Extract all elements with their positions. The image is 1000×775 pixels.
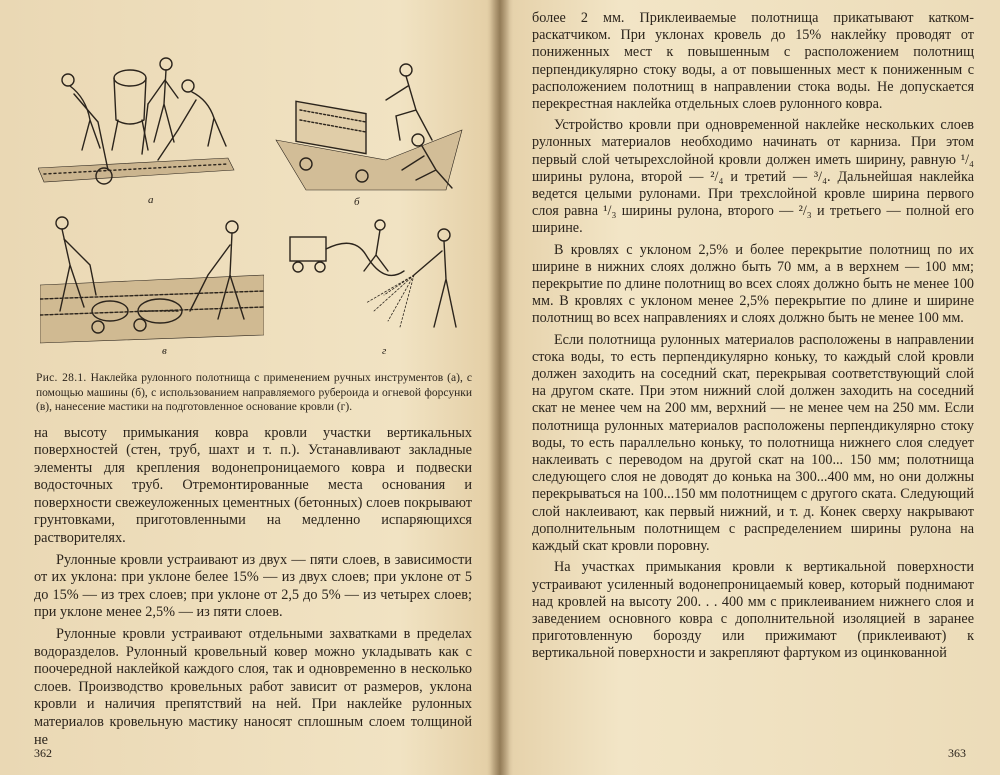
right-page — [500, 0, 1000, 775]
illustration-panel-a — [38, 50, 238, 206]
paragraph: Рулонные кровли устраивают отдельными захватками в пределах водоразделов. Рулонный кровельный ковер можно укладывать как с поочередной наклейкой каждого слоя, так и одновременно в несколько слоев. Производство кровельных работ зависит от размеров, уклона кровли и наличия препятствий на ней. При наклейке рулонных материалов кровельную мастику наносят сплошным слоем толщиной не — [34, 626, 472, 748]
roofing-machine-illustration — [266, 60, 466, 200]
illustration-panel-v — [40, 215, 264, 357]
torch-roofing-illustration — [40, 215, 264, 345]
panel-label-b: б — [354, 196, 360, 208]
paragraph: На участках примыкания кровли к вертикальной поверхности устраивают усиленный водонепроницаемый ковер, который поднимают над кровлей на высоту 200. . . 400 мм с приклеиванием нижнего слоя и заведением основного ковра с дополнительной изоляцией в заранее приготовленную борозду или прижимают (приклеивают) к вертикальной поверхности и закрепляют фартуком из оцинкованной — [532, 559, 974, 662]
paragraph: Рулонные кровли устраивают из двух — пяти слоев, в зависимости от их уклона: при уклоне белее 15% — из двух слоев; при уклоне от 5 до 15% — из трех слоев; при уклоне от 2,5 до 5% — из четырех слоев; при уклоне менее 2,5% — из пяти слоев. — [34, 551, 472, 621]
figure-28-1 — [34, 10, 472, 355]
panel-label-g: г — [382, 345, 387, 357]
mastic-spraying-illustration — [284, 215, 474, 345]
page-number-left: 362 — [34, 746, 52, 760]
panel-label-a: а — [148, 194, 154, 206]
paragraph: Если полотнища рулонных материалов расположены в направлении стока воды, то есть перпендикулярно коньку, то каждый слой кровли должен заходить на соседний скат, перекрывая соответствующий слой на другом скате. При этом нижний слой должен заходить на соседний скат не менее чем на 200 мм, верхний — не менее чем на 250 мм. Если полотнища рулонных материалов расположены перпендикулярно стоку воды, то есть параллельно коньку, то полотнища нижнего слоя следует наклеивать с переводом на другой скат на 100... 150 мм; полотнища следующего слоя не доводят до конька на 300...400 мм, но они должны перекрываться на 100...150 мм полотнищем с другого ската. Следующий слой наклеивают, как первый нижний, и т. д. Конек сверху накрывают дополнительным полотнищем с распределением ширины рулона на каждый скат кровли поровну. — [532, 331, 974, 555]
page-number-right: 363 — [948, 746, 966, 760]
paragraph: Устройство кровли при одновременной наклейке нескольких слоев рулонных материалов необходимо начинать от карниза. При этом первый слой четырехслойной кровли должен иметь ширину, равную ¹/₄ ширины рулона, второй — ²/₄ и третий — ³/₄. Дальнейшая наклейка ведется целыми рулонами. При трехслойной кровле ширина первого слоя равна ¹/₃ ширины рулона, второго — ²/₃ и третьего — полной его ширине. — [532, 117, 974, 237]
caption-text: Наклейка рулонного полотнища с применением ручных инструментов (а), с помощью машины (б), с использованием направляемого рубероида и огневой форсунки (в), нанесение мастики на подготовленное основание кровли (г). — [36, 372, 472, 413]
figure-caption — [36, 371, 472, 415]
caption-lead: Рис. 28.1. — [36, 372, 87, 384]
illustration-panel-g — [284, 215, 474, 357]
panel-label-v: в — [162, 345, 167, 357]
manual-tools-illustration — [38, 50, 238, 190]
paragraph: более 2 мм. Приклеиваемые полотнища прикатывают катком-раскатчиком. При уклонах кровель до 15% наклейку проводят от пониженных мест к повышенным с расположением полотнищ перпендикулярно стоку воды, а от повышенных мест к пониженным с расположением полотнищ в направлении стока воды. Не допускается перекрестная наклейка отдельных слоев рулонного ковра. — [532, 10, 974, 113]
paragraph: на высоту примыкания ковра кровли участки вертикальных поверхностей (стен, труб, шахт и т. п.). Устанавливают закладные элементы для крепления водонепроницаемого ковра и подвески водосточных труб. Отремонтированные места основания и поверхности свежеуложенных цементных (бетонных) слоев покрывают грунтовками, приготовленными на медленно испаряющихся растворителях. — [34, 424, 472, 547]
illustration-panel-b — [266, 60, 466, 208]
paragraph: В кровлях с уклоном 2,5% и более перекрытие полотнищ по их ширине в нижних слоях должно быть 70 мм, а в верхнем — 100 мм; перекрытие по длине полотнищ во всех слоях должно быть не менее 100 мм. В кровлях с уклоном менее 2,5% перекрытие по длине и ширине полотнищ во всех направлениях и слоях должно быть не менее 100 мм. — [532, 241, 974, 327]
